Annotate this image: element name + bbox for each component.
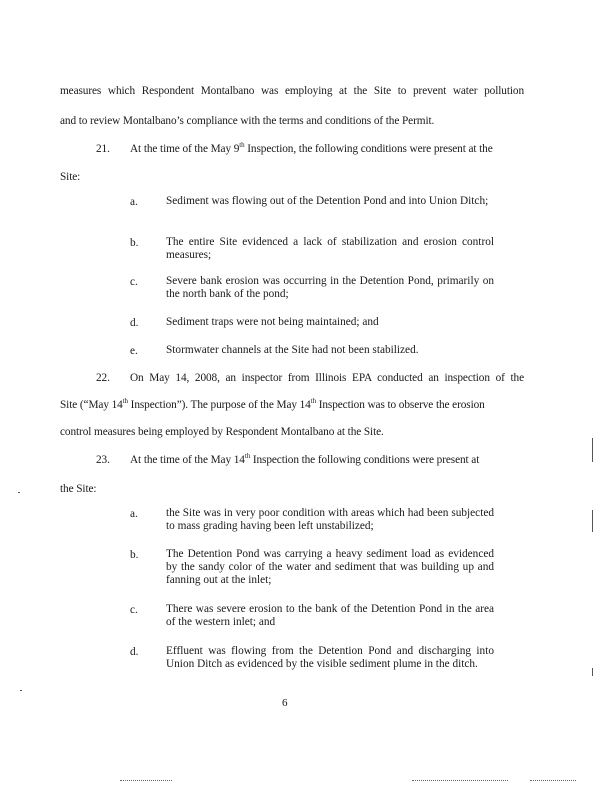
para-22-line-2-mid: Inspection”). The purpose of the May 14 — [127, 399, 311, 411]
para-23-number: 23. — [96, 454, 110, 466]
para-23-item-d-label: d. — [130, 646, 139, 658]
scan-mark-left-2 — [20, 690, 22, 691]
para-22-sup-1: th — [122, 397, 128, 406]
para-23-item-a-text: the Site was in very poor condition with areas which had been subjected to mass grading having been left unstabilized; — [166, 507, 494, 532]
para-21-text-after: Inspection, the following conditions were present at the — [244, 143, 493, 155]
para-21-item-c-label: c. — [130, 276, 138, 288]
footer-line-far-right — [530, 780, 576, 782]
para-22-sup-2: th — [310, 397, 316, 406]
page-number: 6 — [282, 697, 288, 709]
para-22-line-2-after: Inspection was to observe the erosion — [315, 399, 485, 411]
para-22-line-1: On May 14, 2008, an inspector from Illinois EPA conducted an inspection of the — [130, 372, 524, 384]
para-23-item-b-text: The Detention Pond was carrying a heavy sediment load as evidenced by the sandy color of the water and sediment that was building up and fanning out at the inlet; — [166, 548, 494, 586]
para-21-text-before: At the time of the May 9 — [130, 143, 240, 155]
para-23-line-2: the Site: — [60, 483, 97, 495]
continuation-line-1: measures which Respondent Montalbano was employing at the Site to prevent water pollution — [60, 85, 524, 97]
para-21-item-b-text: The entire Site evidenced a lack of stabilization and erosion control measures; — [166, 236, 494, 261]
para-21-item-b-label: b. — [130, 237, 139, 249]
footer-line-left — [120, 780, 172, 782]
para-23-sup: th — [244, 452, 251, 461]
continuation-line-2: and to review Montalbano’s compliance with the terms and conditions of the Permit. — [60, 115, 435, 127]
para-23-item-c-text: There was severe erosion to the bank of the Detention Pond in the area of the western inlet; and — [166, 603, 494, 628]
para-23-item-a-label: a. — [130, 508, 138, 520]
para-21-item-c-text: Severe bank erosion was occurring in the Detention Pond, primarily on the north bank of the pond; — [166, 275, 494, 300]
scan-mark-right-2 — [592, 510, 593, 532]
para-23-item-d-text: Effluent was flowing from the Detention Pond and discharging into Union Ditch as evidenced by the visible sediment plume in the ditch. — [166, 645, 494, 670]
para-21-sup: th — [239, 141, 245, 150]
para-21-item-a-text: Sediment was flowing out of the Detention Pond and into Union Ditch; — [166, 195, 489, 207]
para-21-item-d-label: d. — [130, 317, 139, 329]
para-22-line-2-before: Site (“May 14 — [60, 399, 123, 411]
scan-mark-right-3 — [592, 668, 593, 676]
para-23-text-before: At the time of the May 14 — [130, 454, 245, 466]
para-23-intro — [130, 453, 524, 467]
para-22-line-2 — [60, 398, 524, 412]
para-22-number: 22. — [96, 372, 110, 384]
para-21-line-2: Site: — [60, 171, 81, 183]
para-21-intro — [130, 142, 524, 156]
scan-mark-left-1 — [18, 492, 20, 493]
para-21-number: 21. — [96, 143, 110, 155]
para-23-item-c-label: c. — [130, 604, 138, 616]
para-21-item-a-label: a. — [130, 196, 138, 208]
footer-line-right — [412, 780, 508, 782]
para-21-item-d-text: Sediment traps were not being maintained; and — [166, 316, 379, 328]
para-23-text-after: Inspection the following conditions were present at — [250, 454, 480, 466]
para-21-item-e-text: Stormwater channels at the Site had not been stabilized. — [166, 344, 419, 356]
para-22-line-3: control measures being employed by Respondent Montalbano at the Site. — [60, 426, 384, 438]
scan-mark-right-1 — [592, 438, 593, 462]
para-21-item-e-label: e. — [130, 345, 138, 357]
para-23-item-b-label: b. — [130, 549, 139, 561]
